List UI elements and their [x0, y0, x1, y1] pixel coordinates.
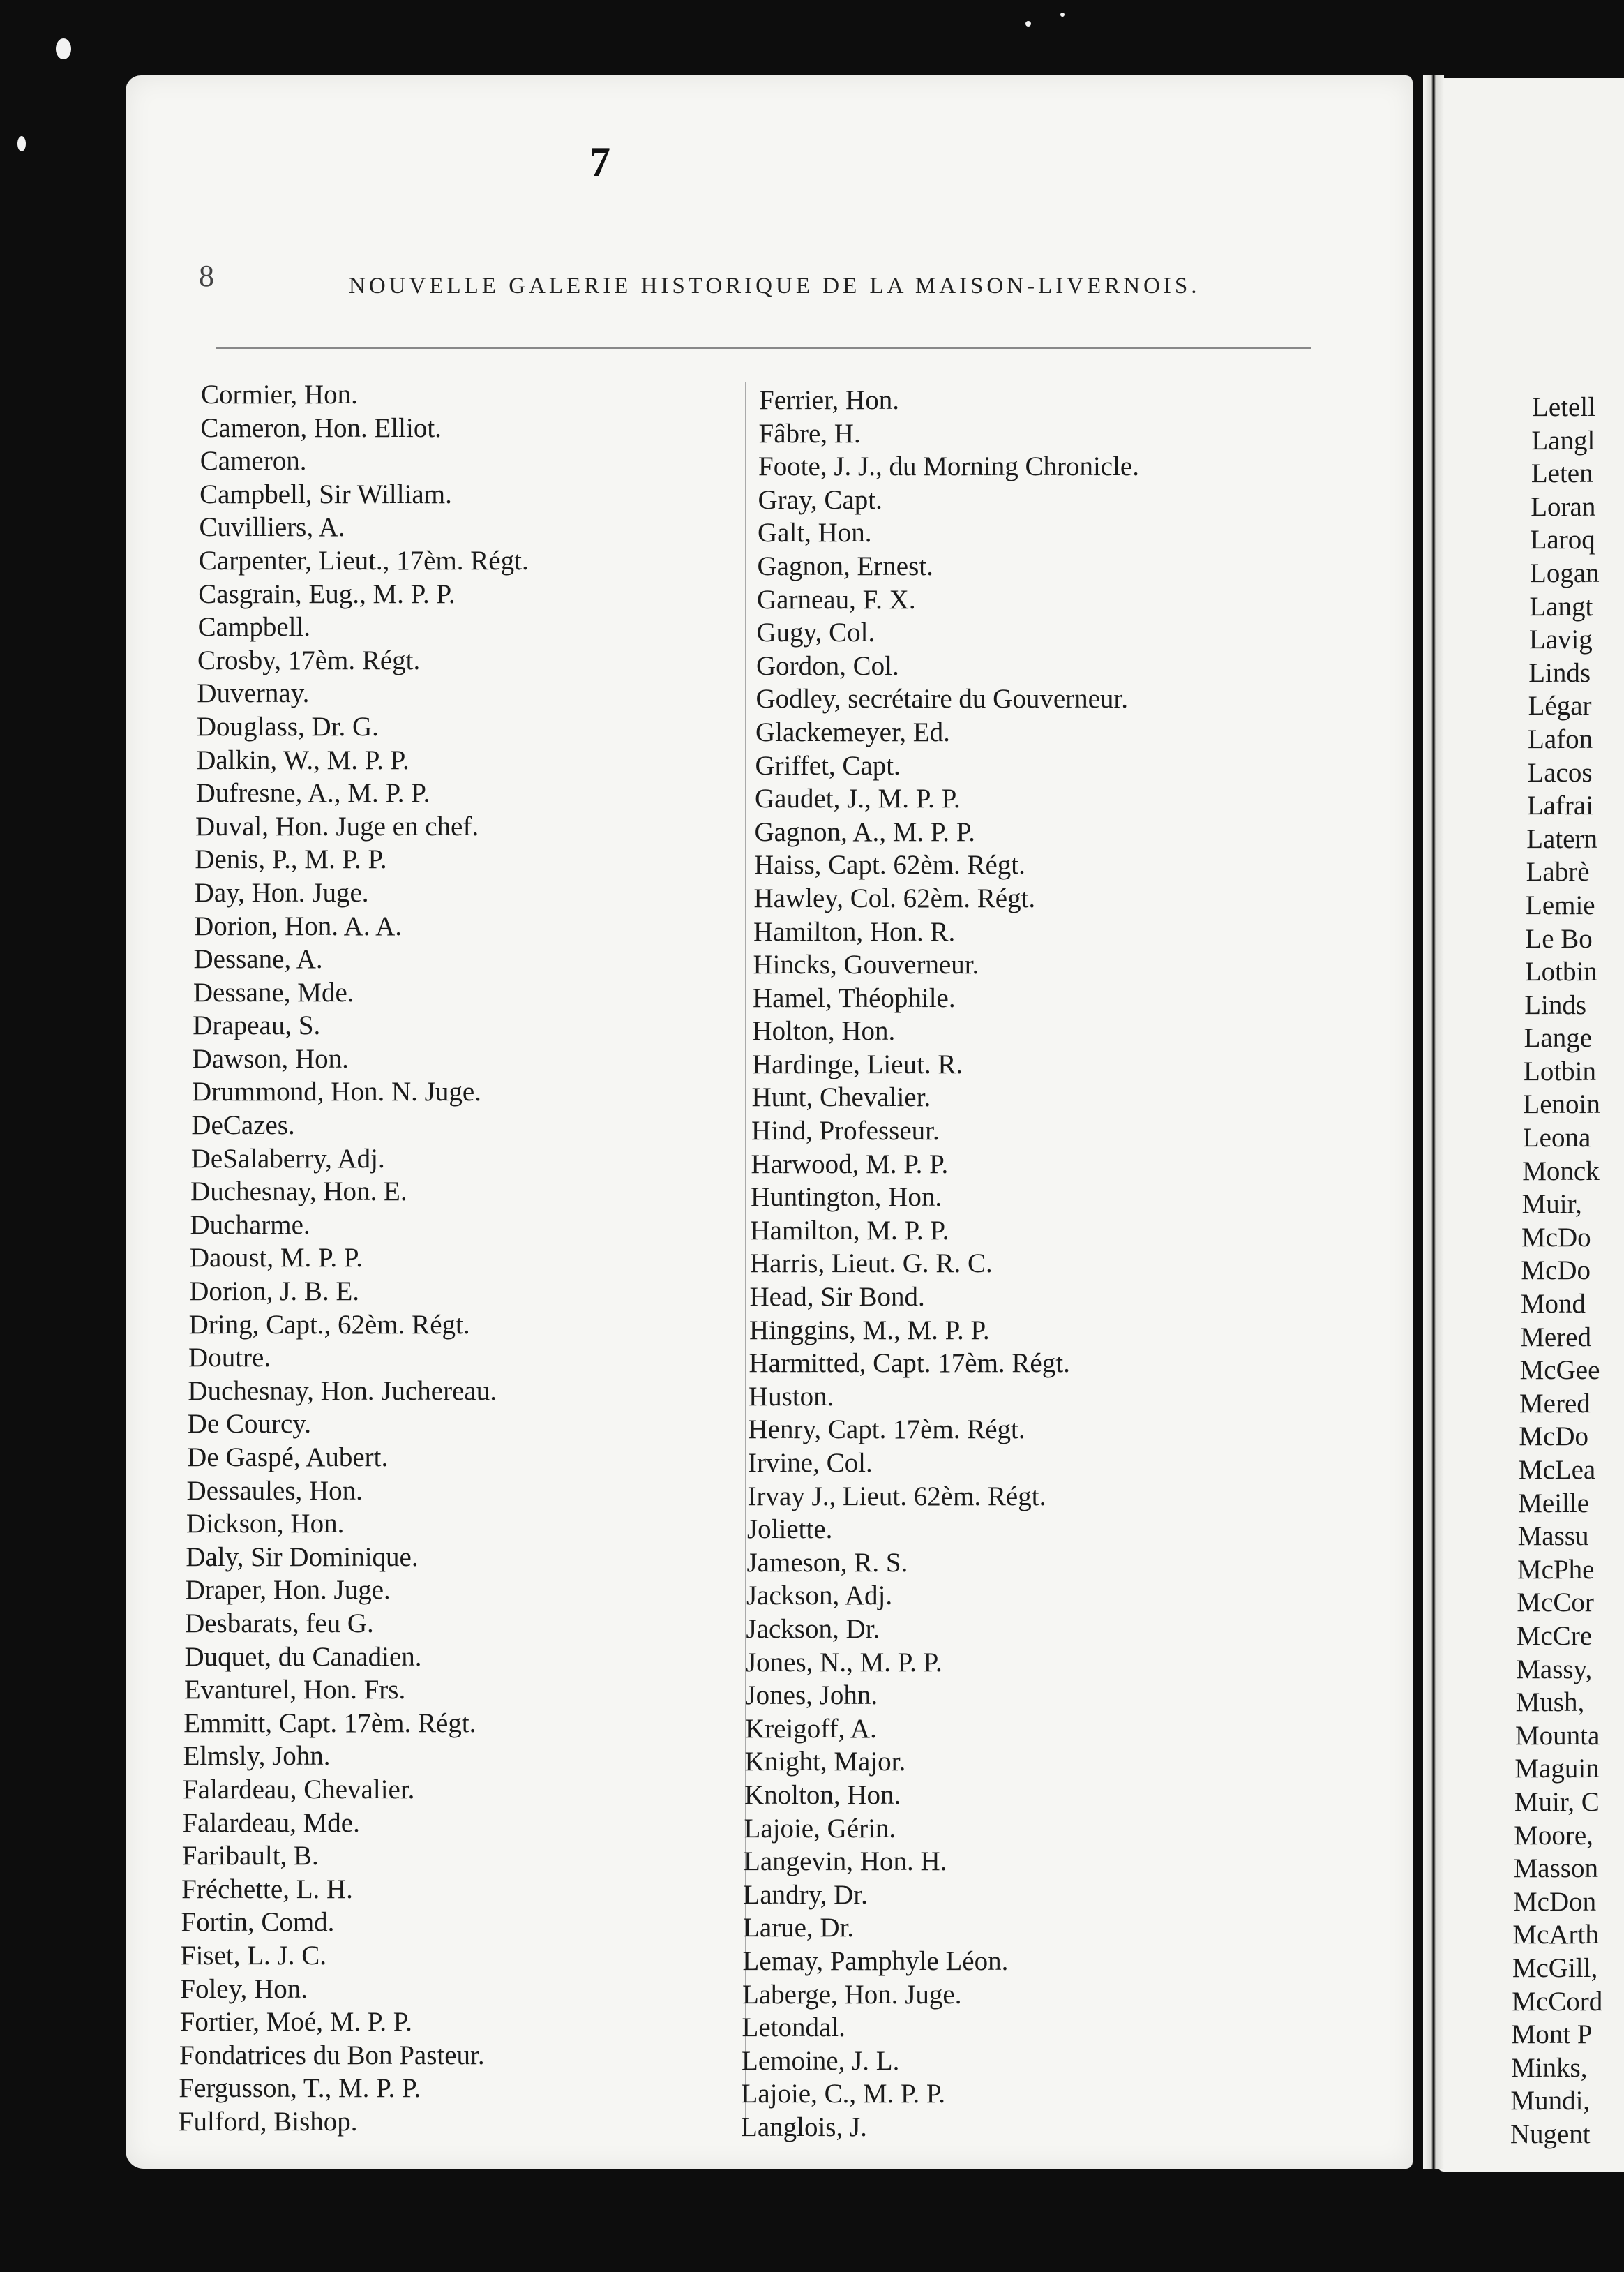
name-entry: Garneau, F. X.: [757, 584, 916, 615]
name-entry: McDo: [1521, 1255, 1591, 1286]
name-entry: Masson: [1513, 1853, 1598, 1884]
name-entry: Muir, C: [1514, 1786, 1600, 1817]
name-entry: Fâbre, H.: [758, 418, 861, 449]
name-entry: Légar: [1528, 691, 1592, 722]
name-entry: Larue, Dr.: [743, 1913, 855, 1943]
name-entry: Harris, Lieut. G. R. C.: [750, 1248, 993, 1279]
name-entry: Fondatrices du Bon Pasteur.: [179, 2040, 485, 2070]
name-entry: Falardeau, Chevalier.: [182, 1774, 415, 1804]
name-entry: Campbell, Sir William.: [200, 479, 452, 509]
name-entry: Lavig: [1528, 625, 1593, 655]
name-entry: Loran: [1531, 491, 1596, 522]
name-entry: Mered: [1519, 1388, 1591, 1419]
name-entry: Lenoin: [1523, 1089, 1600, 1120]
name-entry: Labrè: [1526, 857, 1590, 888]
name-entry: McCre: [1516, 1620, 1593, 1651]
name-entry: Mundi,: [1510, 2086, 1591, 2116]
name-entry: Lacos: [1527, 757, 1593, 788]
name-entry: Hincks, Gouverneur.: [753, 950, 979, 980]
name-entry: De Gaspé, Aubert.: [187, 1442, 389, 1472]
name-entry: Denis, P., M. P. P.: [195, 844, 387, 875]
name-entry: Fulford, Bishop.: [178, 2106, 358, 2137]
name-entry: Casgrain, Eug., M. P. P.: [198, 578, 456, 609]
name-entry: McCor: [1517, 1587, 1594, 1618]
name-entry: Nugent: [1510, 2118, 1591, 2149]
name-entry: Lemie: [1526, 890, 1595, 920]
name-entry: Jones, John.: [745, 1680, 878, 1711]
name-entry: Joliette.: [747, 1514, 833, 1545]
name-entry: Hawley, Col. 62èm. Régt.: [753, 883, 1036, 913]
dust-speck: [17, 136, 26, 151]
dust-speck: [56, 38, 71, 59]
name-entry: Cormier, Hon.: [201, 380, 358, 410]
name-entry: Jameson, R. S.: [746, 1547, 908, 1578]
name-entry: Hamilton, Hon. R.: [753, 916, 956, 947]
name-entry: Dalkin, W., M. P. P.: [196, 745, 409, 775]
name-entry: Knight, Major.: [744, 1747, 906, 1777]
name-entry: Cameron.: [200, 446, 307, 477]
name-entry: Latern: [1526, 823, 1597, 854]
name-entry: Langevin, Hon. H.: [744, 1846, 947, 1877]
name-entry: Jones, N., M. P. P.: [746, 1647, 942, 1677]
name-entry: Hamel, Théophile.: [753, 982, 956, 1013]
page-fold: [1423, 75, 1444, 2169]
name-entry: McLea: [1518, 1455, 1596, 1485]
name-entry: Letondal.: [742, 2012, 845, 2043]
name-entry: Carpenter, Lieut., 17èm. Régt.: [198, 545, 529, 576]
name-entry: Daoust, M. P. P.: [189, 1243, 363, 1273]
name-entry: Galt, Hon.: [758, 518, 872, 548]
name-entry: Emmitt, Capt. 17èm. Régt.: [183, 1707, 476, 1738]
name-entry: Hunt, Chevalier.: [751, 1082, 931, 1113]
name-entry: Dring, Capt., 62èm. Régt.: [188, 1309, 470, 1340]
name-entry: Harwood, M. P. P.: [751, 1149, 949, 1179]
name-entry: Lajoie, Gérin.: [744, 1813, 896, 1844]
name-entry: DeCazes.: [191, 1110, 295, 1141]
name-entry: Fergusson, T., M. P. P.: [179, 2073, 421, 2104]
name-entry: Massu: [1517, 1521, 1589, 1552]
name-entry: Knolton, Hon.: [744, 1779, 901, 1810]
name-entry: Dessane, Mde.: [193, 977, 354, 1008]
name-entry: Duchesnay, Hon. E.: [190, 1176, 407, 1207]
name-entry: Maguin: [1514, 1754, 1600, 1784]
name-entry: Laberge, Hon. Juge.: [742, 1979, 962, 2010]
name-entry: Minks,: [1511, 2052, 1588, 2083]
name-entry: Fortier, Moé, M. P. P.: [179, 2007, 412, 2038]
name-list-right: [1510, 391, 1603, 2151]
name-entry: Lange: [1524, 1023, 1593, 1054]
name-entry: Holton, Hon.: [752, 1016, 896, 1047]
name-entry: Lemay, Pamphyle Léon.: [742, 1945, 1009, 1976]
name-entry: Lafon: [1528, 724, 1593, 754]
name-list-left: [178, 378, 529, 2138]
name-entry: Campbell.: [197, 612, 311, 643]
name-entry: Mered: [1520, 1322, 1591, 1352]
name-entry: Foote, J. J., du Morning Chronicle.: [758, 451, 1139, 482]
name-entry: Drapeau, S.: [193, 1010, 321, 1041]
name-entry: Hind, Professeur.: [751, 1116, 940, 1146]
name-entry: Linds: [1528, 657, 1591, 688]
name-entry: Mond: [1520, 1289, 1586, 1320]
dust-speck: [1060, 13, 1065, 17]
name-entry: Lotbin: [1524, 957, 1597, 987]
name-entry: McGee: [1519, 1355, 1600, 1386]
name-entry: Gugy, Col.: [756, 618, 875, 648]
name-entry: Landry, Dr.: [743, 1879, 868, 1910]
name-entry: Gaudet, J., M. P. P.: [755, 784, 961, 814]
name-entry: Glackemeyer, Ed.: [755, 717, 950, 747]
name-entry: McPhe: [1517, 1554, 1595, 1585]
name-entry: McArth: [1512, 1920, 1599, 1950]
name-entry: Draper, Hon. Juge.: [185, 1575, 391, 1606]
name-entry: McDon: [1513, 1886, 1597, 1917]
name-entry: Letell: [1532, 392, 1595, 422]
name-entry: Desbarats, feu G.: [185, 1608, 374, 1638]
name-entry: Faribault, B.: [181, 1841, 319, 1871]
name-entry: Monck: [1522, 1156, 1600, 1186]
name-entry: Dessaules, Hon.: [186, 1475, 363, 1506]
name-entry: Gordon, Col.: [756, 650, 899, 681]
name-entry: Leten: [1531, 458, 1593, 489]
name-entry: Godley, secrétaire du Gouverneur.: [755, 684, 1129, 715]
name-entry: Dawson, Hon.: [192, 1043, 349, 1074]
name-entry: Langlois, J.: [741, 2112, 867, 2142]
name-entry: Dufresne, A., M. P. P.: [195, 778, 430, 809]
name-entry: Irvine, Col.: [748, 1448, 873, 1478]
name-entry: McDo: [1521, 1222, 1591, 1253]
name-entry: Lemoine, J. L.: [742, 2045, 900, 2076]
name-entry: Gagnon, A., M. P. P.: [754, 816, 975, 847]
name-entry: Day, Hon. Juge.: [194, 877, 369, 908]
name-entry: Foley, Hon.: [180, 1973, 308, 2004]
name-entry: Dessane, A.: [193, 944, 323, 975]
name-entry: Gray, Capt.: [758, 484, 882, 515]
name-entry: Mounta: [1515, 1720, 1600, 1751]
name-entry: Gagnon, Ernest.: [757, 551, 933, 581]
name-entry: Crosby, 17èm. Régt.: [197, 645, 421, 675]
name-entry: Linds: [1524, 989, 1587, 1020]
name-entry: Hinggins, M., M. P. P.: [749, 1315, 990, 1345]
name-entry: Griffet, Capt.: [755, 750, 901, 781]
name-entry: Irvay J., Lieut. 62èm. Régt.: [747, 1481, 1046, 1511]
name-entry: Lafrai: [1526, 791, 1594, 821]
name-entry: Meille: [1518, 1488, 1590, 1518]
name-entry: Head, Sir Bond.: [749, 1282, 925, 1313]
name-entry: Dickson, Hon.: [186, 1509, 345, 1539]
name-entry: Massy,: [1516, 1654, 1593, 1684]
handwritten-mark: 7: [589, 139, 610, 185]
name-entry: Hamilton, M. P. P.: [750, 1215, 949, 1246]
name-entry: Evanturel, Hon. Frs.: [183, 1675, 406, 1705]
name-entry: Mont P: [1511, 2019, 1593, 2050]
name-entry: Cuvilliers, A.: [199, 512, 345, 543]
name-entry: Kreigoff, A.: [745, 1713, 877, 1744]
name-entry: Huntington, Hon.: [751, 1182, 942, 1213]
name-entry: Lajoie, C., M. P. P.: [741, 2079, 946, 2109]
name-entry: Dorion, J. B. E.: [189, 1276, 360, 1307]
name-entry: Leona: [1522, 1123, 1591, 1153]
name-entry: Henry, Capt. 17èm. Régt.: [748, 1414, 1025, 1445]
name-entry: Jackson, Adj.: [746, 1580, 893, 1611]
name-entry: McGill,: [1512, 1952, 1598, 1983]
name-entry: Langt: [1529, 591, 1593, 622]
name-entry: Fiset, L. J. C.: [180, 1940, 326, 1971]
name-entry: DeSalaberry, Adj.: [190, 1143, 385, 1174]
name-entry: Fréchette, L. H.: [181, 1874, 353, 1904]
name-entry: De Courcy.: [187, 1409, 312, 1440]
name-entry: Langl: [1531, 425, 1595, 456]
name-entry: Dorion, Hon. A. A.: [194, 911, 403, 941]
name-entry: Douglass, Dr. G.: [196, 711, 379, 742]
name-entry: Moore,: [1514, 1820, 1593, 1851]
name-entry: Lotbin: [1524, 1056, 1596, 1086]
name-entry: Laroq: [1530, 525, 1595, 555]
name-entry: Daly, Sir Dominique.: [186, 1541, 419, 1572]
name-entry: Jackson, Dr.: [746, 1613, 880, 1644]
name-entry: Muir,: [1521, 1189, 1582, 1220]
name-entry: McDo: [1519, 1421, 1589, 1452]
header-rule: [216, 347, 1311, 349]
name-entry: Le Bo: [1525, 923, 1593, 954]
name-entry: Cameron, Hon. Elliot.: [200, 412, 442, 443]
running-head: NOUVELLE GALERIE HISTORIQUE DE LA MAISON-LIVERNOIS.: [349, 274, 1201, 299]
name-entry: Harmitted, Capt. 17èm. Régt.: [749, 1348, 1070, 1379]
name-entry: McCord: [1512, 1986, 1603, 2017]
name-entry: Falardeau, Mde.: [182, 1807, 360, 1838]
name-entry: Ducharme.: [190, 1209, 310, 1240]
dust-speck: [1025, 21, 1031, 27]
name-entry: Duval, Hon. Juge en chef.: [195, 811, 479, 842]
name-entry: Haiss, Capt. 62èm. Régt.: [754, 850, 1025, 881]
name-list-middle: [741, 384, 1139, 2144]
name-entry: Drummond, Hon. N. Juge.: [191, 1077, 481, 1107]
name-entry: Fortin, Comd.: [181, 1907, 335, 1938]
name-entry: Ferrier, Hon.: [759, 385, 899, 415]
page-number: 8: [199, 259, 214, 293]
name-entry: Logan: [1530, 558, 1600, 588]
name-entry: Duquet, du Canadien.: [184, 1641, 422, 1672]
name-entry: Doutre.: [188, 1343, 271, 1373]
name-entry: Elmsly, John.: [183, 1741, 331, 1772]
name-entry: Hardinge, Lieut. R.: [752, 1049, 963, 1079]
name-entry: Duvernay.: [197, 678, 310, 709]
name-entry: Duchesnay, Hon. Juchereau.: [188, 1375, 497, 1406]
name-entry: Mush,: [1515, 1687, 1585, 1718]
name-entry: Huston.: [749, 1381, 834, 1412]
